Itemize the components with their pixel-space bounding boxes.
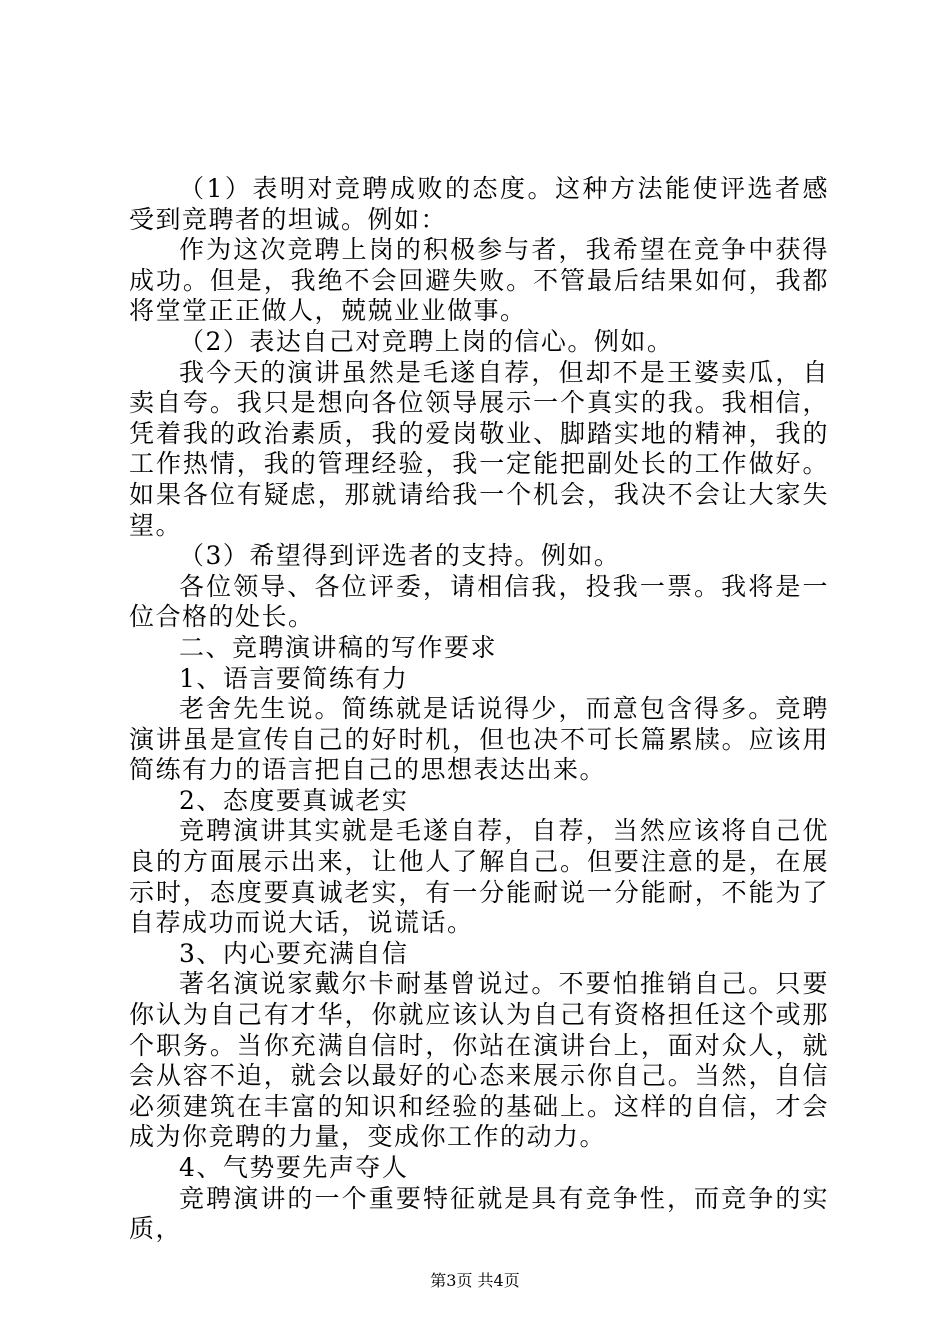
subsection-heading: 2、态度要真诚老实 bbox=[179, 785, 409, 815]
subsection-heading: 1、语言要简练有力 bbox=[179, 663, 409, 693]
section-heading: 二、竞聘演讲稿的写作要求 bbox=[179, 632, 498, 662]
paragraph: 老舍先生说。简练就是话说得少，而意包含得多。竞聘演讲虽是宣传自己的好时机，但也决不可长篇累牍。应该用简练有力的语言把自己的思想表达出来。 bbox=[129, 694, 829, 785]
paragraph: 作为这次竞聘上岗的积极参与者，我希望在竞争中获得成功。但是，我绝不会回避失败。不管最后结果如何，我都将堂堂正正做人，兢兢业业做事。 bbox=[129, 235, 829, 326]
paragraph: 各位领导、各位评委，请相信我，投我一票。我将是一位合格的处长。 bbox=[129, 571, 829, 632]
page-number-footer: 第3页 共4页 bbox=[430, 1271, 520, 1290]
document-body bbox=[129, 174, 829, 1245]
paragraph: （3）希望得到评选者的支持。例如。 bbox=[179, 541, 621, 571]
paragraph: 竞聘演讲其实就是毛遂自荐，自荐，当然应该将自己优良的方面展示出来，让他人了解自己。但要注意的是，在展示时，态度要真诚老实，有一分能耐说一分能耐，不能为了自荐成功而说大话，说谎话。 bbox=[129, 816, 829, 938]
paragraph: 竞聘演讲的一个重要特征就是具有竞争性，而竞争的实质， bbox=[129, 1183, 829, 1244]
subsection-heading: 4、气势要先声夺人 bbox=[179, 1153, 409, 1182]
subsection-heading: 3、内心要充满自信 bbox=[179, 938, 409, 968]
paragraph: （2）表达自己对竞聘上岗的信心。例如。 bbox=[179, 326, 674, 356]
paragraph: 我今天的演讲虽然是毛遂自荐，但却不是王婆卖瓜，自卖自夸。我只是想向各位领导展示一个真实的我。我相信，凭着我的政治素质，我的爱岗敬业、脚踏实地的精神，我的工作热情，我的管理经验，我一定能把副处长的工作做好。如果各位有疑虑，那就请给我一个机会，我决不会让大家失望。 bbox=[129, 357, 829, 540]
paragraph: （1）表明对竞聘成败的态度。这种方法能使评选者感受到竞聘者的坦诚。例如： bbox=[129, 174, 829, 234]
paragraph: 著名演说家戴尔卡耐基曾说过。不要怕推销自己。只要你认为自己有才华，你就应该认为自己有资格担任这个或那个职务。当你充满自信时，你站在演讲台上，面对众人，就会从容不迫，就会以最好的心态来展示你自己。当然，自信必须建筑在丰富的知识和经验的基础上。这样的自信，才会成为你竞聘的力量，变成你工作的动力。 bbox=[129, 969, 829, 1152]
